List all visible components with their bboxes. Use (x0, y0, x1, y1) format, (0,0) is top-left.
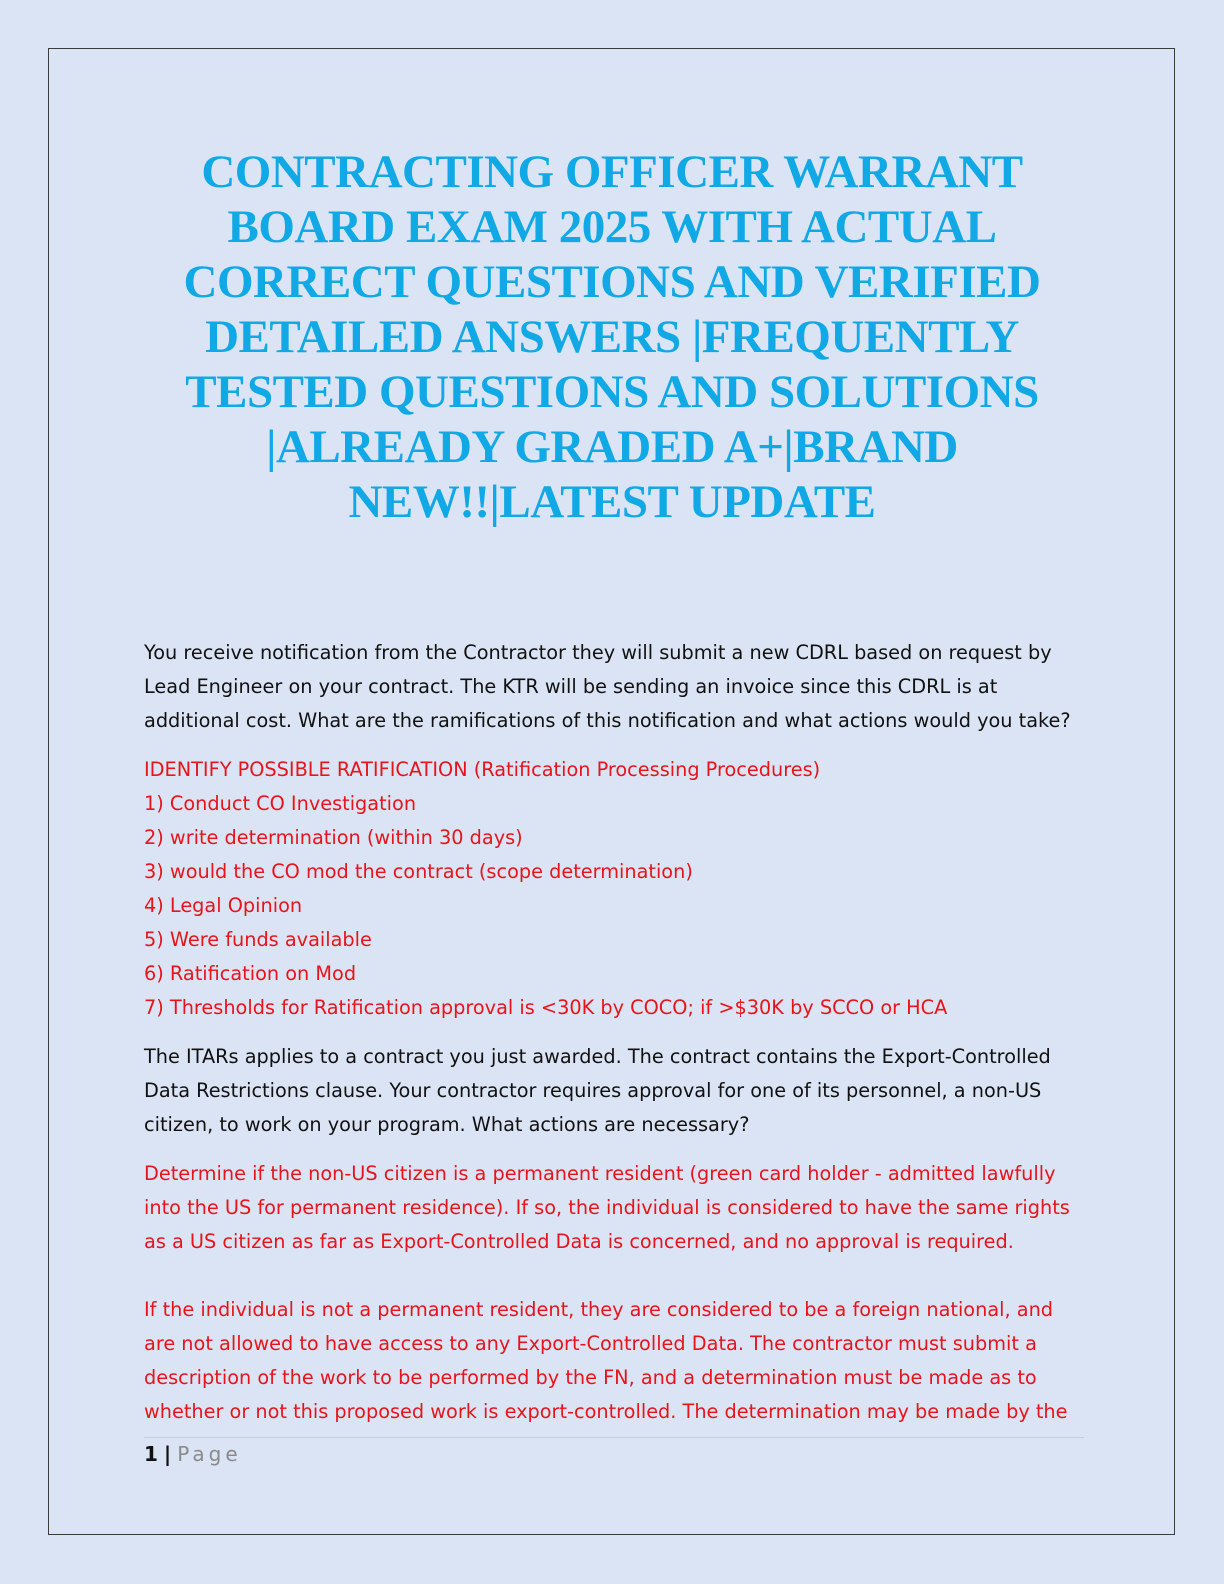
answer-2-line: If the individual is not a permanent resident, they are considered to be a foreign national, and (144, 1298, 1054, 1321)
question-2 (144, 1040, 1084, 1142)
answer-1-step: 5) Were funds available (144, 928, 372, 951)
answer-2-line: are not allowed to have access to any Export-Controlled Data. The contractor must submit a (144, 1332, 1037, 1355)
footer-separator: | (163, 1442, 172, 1466)
answer-1 (144, 753, 1084, 1025)
page-label: Page (177, 1442, 242, 1466)
answer-2-line: into the US for permanent residence). If so, the individual is considered to have the same rights (144, 1196, 1070, 1219)
question-2-line: The ITARs applies to a contract you just awarded. The contract contains the Export-Controlled (144, 1045, 1051, 1068)
question-1-line: Lead Engineer on your contract. The KTR will be sending an invoice since this CDRL is at (144, 675, 998, 698)
question-2-line: Data Restrictions clause. Your contractor requires approval for one of its personnel, a non-US (144, 1079, 1042, 1102)
answer-1-step: 4) Legal Opinion (144, 894, 303, 917)
footer-divider (144, 1437, 1084, 1438)
document-body (144, 636, 1084, 1429)
answer-1-step: 6) Ratification on Mod (144, 962, 357, 985)
answer-2-line: description of the work to be performed by the FN, and a determination must be made as to (144, 1366, 1037, 1389)
question-1-line: You receive notification from the Contractor they will submit a new CDRL based on request by (144, 641, 1052, 664)
page-footer (144, 1440, 242, 1468)
answer-1-step: 1) Conduct CO Investigation (144, 792, 417, 815)
answer-1-heading: IDENTIFY POSSIBLE RATIFICATION (Ratification Processing Procedures) (144, 758, 821, 781)
answer-1-step: 3) would the CO mod the contract (scope determination) (144, 860, 693, 883)
question-2-line: citizen, to work on your program. What actions are necessary? (144, 1113, 750, 1136)
page-number: 1 (144, 1442, 158, 1466)
answer-2-paragraph-2 (144, 1293, 1084, 1429)
document-title: CONTRACTING OFFICER WARRANT BOARD EXAM 2025 WITH ACTUAL CORRECT QUESTIONS AND VERIFIED DETAILED ANSWERS |FREQUENTLY TESTED QUESTIONS AND SOLUTIONS |ALREADY GRADED A+|BRAND NEW!!|LATEST UPDATE (183, 146, 1041, 528)
question-1 (144, 636, 1084, 738)
answer-2-paragraph-1 (144, 1157, 1084, 1259)
answer-2-line: Determine if the non-US citizen is a permanent resident (green card holder - admitted lawfully (144, 1162, 1056, 1185)
answer-2-line: whether or not this proposed work is export-controlled. The determination may be made by the (144, 1400, 1068, 1423)
answer-1-step: 7) Thresholds for Ratification approval is <30K by COCO; if >$30K by SCCO or HCA (144, 996, 948, 1019)
answer-2-line: as a US citizen as far as Export-Controlled Data is concerned, and no approval is required. (144, 1230, 1014, 1253)
answer-1-step: 2) write determination (within 30 days) (144, 826, 523, 849)
question-1-line: additional cost. What are the ramifications of this notification and what actions would you take? (144, 709, 1071, 732)
